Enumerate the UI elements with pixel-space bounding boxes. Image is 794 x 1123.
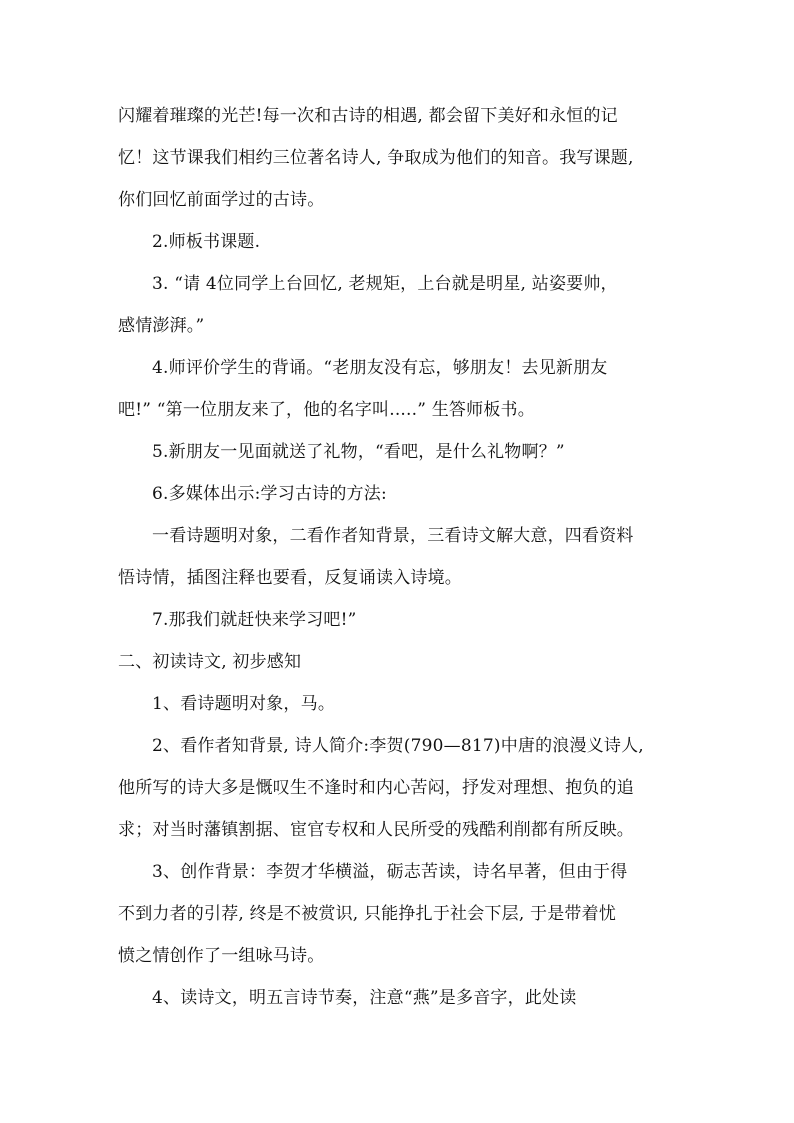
text-line: 1、看诗题明对象，马。: [152, 694, 336, 714]
text-line: 愤之情创作了一组咏马诗。: [118, 946, 325, 966]
text-line: 3、创作背景：李贺才华横溢，砺志苦读，诗名早著，但由于得: [152, 862, 628, 882]
text-line: 吧!” “第一位朋友来了，他的名字叫.....” 生答师板书。: [118, 400, 535, 420]
text-line: 5.新朋友一见面就送了礼物，“看吧，是什么礼物啊？”: [152, 442, 565, 462]
text-line: 6.多媒体出示:学习古诗的方法:: [152, 484, 387, 504]
text-line: 2、看作者知背景, 诗人简介:李贺(790—817)中唐的浪漫义诗人,: [152, 736, 644, 756]
section-heading: 二、初读诗文, 初步感知: [118, 652, 302, 672]
text-line: 闪耀着璀璨的光芒!每一次和古诗的相遇, 都会留下美好和永恒的记: [118, 106, 618, 126]
text-line: 忆！这节课我们相约三位著名诗人, 争取成为他们的知音。我写课题,: [118, 148, 634, 168]
text-line: 4、读诗文，明五言诗节奏，注意“燕”是多音字，此处读: [152, 988, 577, 1008]
text-line: 7.那我们就赶快来学习吧!”: [152, 610, 357, 630]
text-line: 悟诗情，插图注释也要看，反复诵读入诗境。: [118, 568, 462, 588]
text-line: 求；对当时藩镇割据、宦官专权和人民所受的残酷利削都有所反映。: [118, 820, 634, 840]
text-line: 他所写的诗大多是慨叹生不逢时和内心苦闷，抒发对理想、抱负的追: [118, 778, 634, 798]
text-line: 感情澎湃。”: [118, 316, 205, 336]
text-line: 不到力者的引荐, 终是不被赏识, 只能挣扎于社会下层, 于是带着忧: [118, 904, 617, 924]
text-line: 一看诗题明对象，二看作者知背景，三看诗文解大意，四看资料: [152, 526, 634, 546]
text-line: 3. “请 4位同学上台回忆, 老规矩，上台就是明星, 站姿要帅，: [152, 274, 618, 294]
text-line: 4.师评价学生的背诵。“老朋友没有忘，够朋友！去见新朋友: [152, 358, 608, 378]
text-line: 你们回忆前面学过的古诗。: [118, 190, 325, 210]
text-line: 2.师板书课题.: [152, 232, 261, 252]
